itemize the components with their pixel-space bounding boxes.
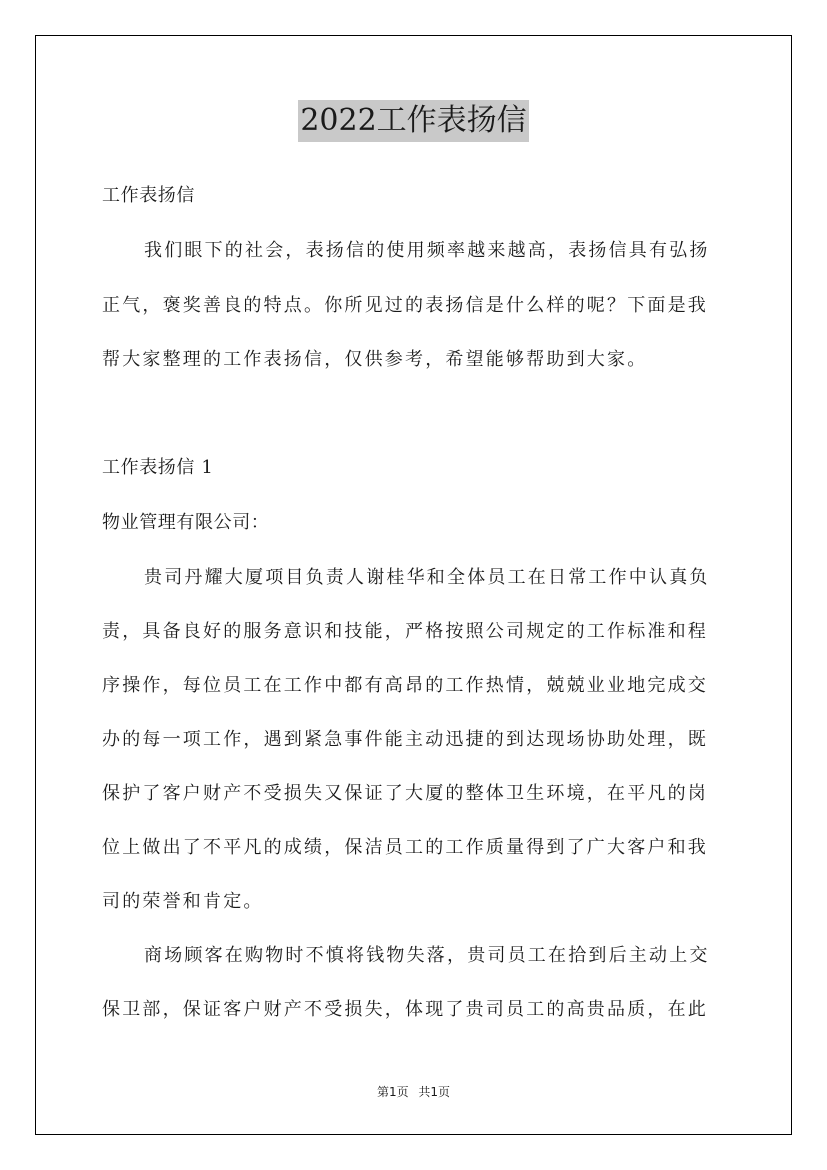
body1-line-4: 办的每一项工作，遇到紧急事件能主动迅捷的到达现场协助处理，既 bbox=[102, 729, 708, 750]
body1-line-6: 位上做出了不平凡的成绩，保洁员工的工作质量得到了广大客户和我 bbox=[102, 837, 708, 858]
document-title: 2022工作表扬信 bbox=[298, 100, 528, 142]
body1-line-2: 责，具备良好的服务意识和技能，严格按照公司规定的工作标准和程 bbox=[102, 621, 708, 642]
body1-line-1: 贵司丹耀大厦项目负责人谢桂华和全体员工在日常工作中认真负 bbox=[144, 567, 710, 588]
heading: 工作表扬信 bbox=[102, 185, 195, 206]
page-total: 共1页 bbox=[418, 1085, 451, 1099]
page-number: 第1页 bbox=[376, 1085, 409, 1099]
body1-line-5: 保护了客户财产不受损失又保证了大厦的整体卫生环境，在平凡的岗 bbox=[102, 783, 708, 804]
body2-line-2: 保卫部，保证客户财产不受损失，体现了贵司员工的高贵品质，在此 bbox=[102, 999, 708, 1020]
body1-line-7: 司的荣誉和肯定。 bbox=[102, 891, 264, 912]
page-footer bbox=[0, 1083, 827, 1100]
intro-line-3: 帮大家整理的工作表扬信，仅供参考，希望能够帮助到大家。 bbox=[102, 349, 648, 370]
body1-line-3: 序操作，每位员工在工作中都有高昂的工作热情，兢兢业业地完成交 bbox=[102, 675, 708, 696]
body2-line-1: 商场顾客在购物时不慎将钱物失落，贵司员工在拾到后主动上交 bbox=[144, 945, 710, 966]
section-title: 工作表扬信 1 bbox=[102, 457, 214, 478]
intro-line-1: 我们眼下的社会，表扬信的使用频率越来越高，表扬信具有弘扬 bbox=[144, 240, 710, 261]
intro-line-2: 正气，褒奖善良的特点。你所见过的表扬信是什么样的呢？下面是我 bbox=[102, 295, 708, 316]
salutation: 物业管理有限公司： bbox=[102, 512, 270, 533]
title-container bbox=[0, 100, 827, 142]
